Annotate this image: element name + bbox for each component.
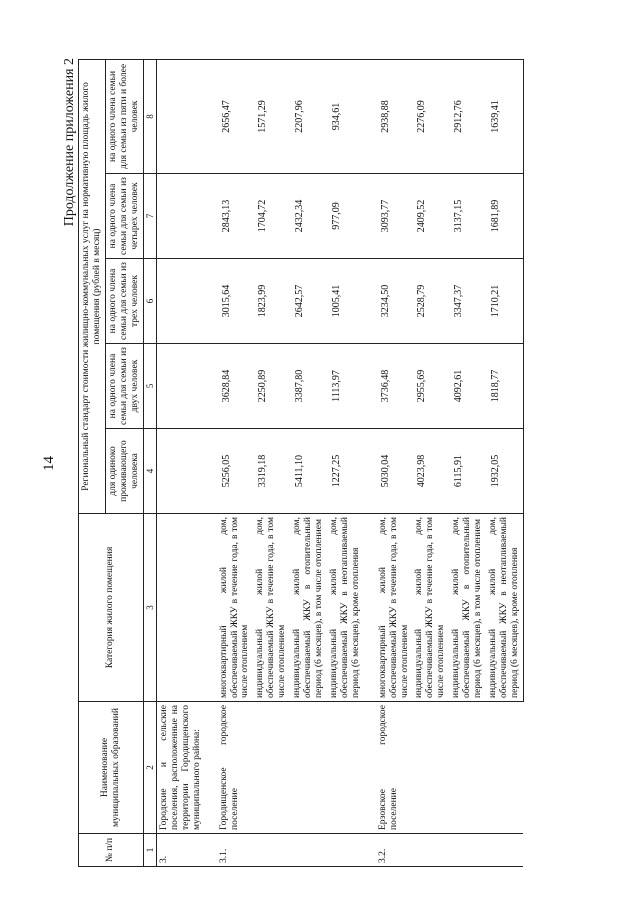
value-cell: 2955,69 <box>412 344 449 429</box>
value-cell: 2409,52 <box>412 174 449 259</box>
section-row <box>156 59 204 866</box>
column-number: 8 <box>143 59 156 173</box>
municipality-name: Городищенское городское поселение <box>217 702 364 834</box>
header-sub-1: для одиноко проживающего человека <box>105 429 143 514</box>
row-number: 3.2. <box>376 834 524 867</box>
value-cell: 1704,72 <box>253 174 290 259</box>
value-cell: 2642,57 <box>290 259 327 344</box>
value-cell: 3015,64 <box>217 259 254 344</box>
column-number: 6 <box>143 259 156 344</box>
table-row <box>217 59 254 866</box>
value-cell: 2250,89 <box>253 344 290 429</box>
value-cell: 5030,04 <box>376 429 413 514</box>
value-cell: 934,61 <box>327 59 364 173</box>
category-cell: многоквартирный жилой дом, обеспечиваемый ЖКУ в течение года, в том числе отоплением <box>217 514 254 702</box>
column-number: 4 <box>143 429 156 514</box>
category-cell: индивидуальный жилой дом, обеспечиваемый ЖКУ в отопительный период (6 месяцев), в том числе отоплением <box>449 514 486 702</box>
header-category: Категория жилого помещения <box>79 514 144 702</box>
header-sub-2: на одного члена семьи для семьи из двух человек <box>105 344 143 429</box>
value-cell: 1932,05 <box>486 429 523 514</box>
value-cell: 1113,97 <box>327 344 364 429</box>
column-number: 3 <box>143 514 156 702</box>
value-cell: 1639,41 <box>486 59 523 173</box>
value-cell: 1710,21 <box>486 259 523 344</box>
value-cell: 3093,77 <box>376 174 413 259</box>
value-cell: 3234,50 <box>376 259 413 344</box>
value-cell: 2207,96 <box>290 59 327 173</box>
value-cell: 3137,15 <box>449 174 486 259</box>
header-sub-3: на одного члена семьи для семьи из трех человек <box>105 259 143 344</box>
column-number: 7 <box>143 174 156 259</box>
value-cell: 5411,10 <box>290 429 327 514</box>
column-number: 1 <box>143 834 156 867</box>
value-cell: 1681,89 <box>486 174 523 259</box>
category-cell: многоквартирный жилой дом, обеспечиваемый ЖКУ в течение года, в том числе отоплением <box>376 514 413 702</box>
value-cell: 4023,98 <box>412 429 449 514</box>
value-cell: 3736,48 <box>376 344 413 429</box>
column-number: 2 <box>143 702 156 834</box>
value-cell: 4092,61 <box>449 344 486 429</box>
value-cell: 1823,99 <box>253 259 290 344</box>
header-sub-5: на одного члена семьи для семьи из пяти и более человек <box>105 59 143 173</box>
value-cell: 2276,09 <box>412 59 449 173</box>
value-cell: 2656,47 <box>217 59 254 173</box>
value-cell: 1005,41 <box>327 259 364 344</box>
value-cell: 1571,29 <box>253 59 290 173</box>
value-cell: 1818,77 <box>486 344 523 429</box>
category-cell: индивидуальный жилой дом, обеспечиваемый ЖКУ в отопительный период (6 месяцев), в том числе отоплением <box>290 514 327 702</box>
header-standard-group: Региональный стандарт стоимости жилищно-коммунальных услуг на нормативную площадь жилого помещения (рублей в месяц) <box>79 59 106 513</box>
value-cell: 2843,13 <box>217 174 254 259</box>
value-cell: 5256,05 <box>217 429 254 514</box>
category-cell: индивидуальный жилой дом, обеспечиваемый ЖКУ в неотапливаемый период (6 месяцев), кроме отопления <box>486 514 523 702</box>
section-number: 3. <box>156 834 204 867</box>
value-cell: 3387,80 <box>290 344 327 429</box>
value-cell: 977,09 <box>327 174 364 259</box>
value-cell: 2912,76 <box>449 59 486 173</box>
header-sub-4: на одного члена семьи для семьи из четырех человек <box>105 174 143 259</box>
value-cell: 3347,37 <box>449 259 486 344</box>
header-num: № п/п <box>79 834 144 867</box>
value-cell: 6115,91 <box>449 429 486 514</box>
row-number: 3.1. <box>217 834 364 867</box>
page-number: 14 <box>41 456 57 471</box>
tariff-table <box>78 59 524 867</box>
header-municipality: Наименование муниципальных образований <box>79 702 144 834</box>
category-cell: индивидуальный жилой дом, обеспечиваемый ЖКУ в течение года, в том числе отоплением <box>412 514 449 702</box>
continuation-title: Продолжение приложения 2 <box>62 58 77 227</box>
value-cell: 2528,79 <box>412 259 449 344</box>
value-cell: 2432,34 <box>290 174 327 259</box>
category-cell: индивидуальный жилой дом, обеспечиваемый ЖКУ в неотапливаемый период (6 месяцев), кроме отопления <box>327 514 364 702</box>
column-number: 5 <box>143 344 156 429</box>
category-cell: индивидуальный жилой дом, обеспечиваемый ЖКУ в течение года, в том числе отоплением <box>253 514 290 702</box>
value-cell: 3319,18 <box>253 429 290 514</box>
section-name: Городские и сельские поселения, расположенные на территории Городищенского муниципального района: <box>156 702 204 834</box>
table-row <box>376 59 413 866</box>
value-cell: 1227,25 <box>327 429 364 514</box>
municipality-name: Ерзовское городское поселение <box>376 702 524 834</box>
value-cell: 3628,84 <box>217 344 254 429</box>
value-cell: 2938,88 <box>376 59 413 173</box>
